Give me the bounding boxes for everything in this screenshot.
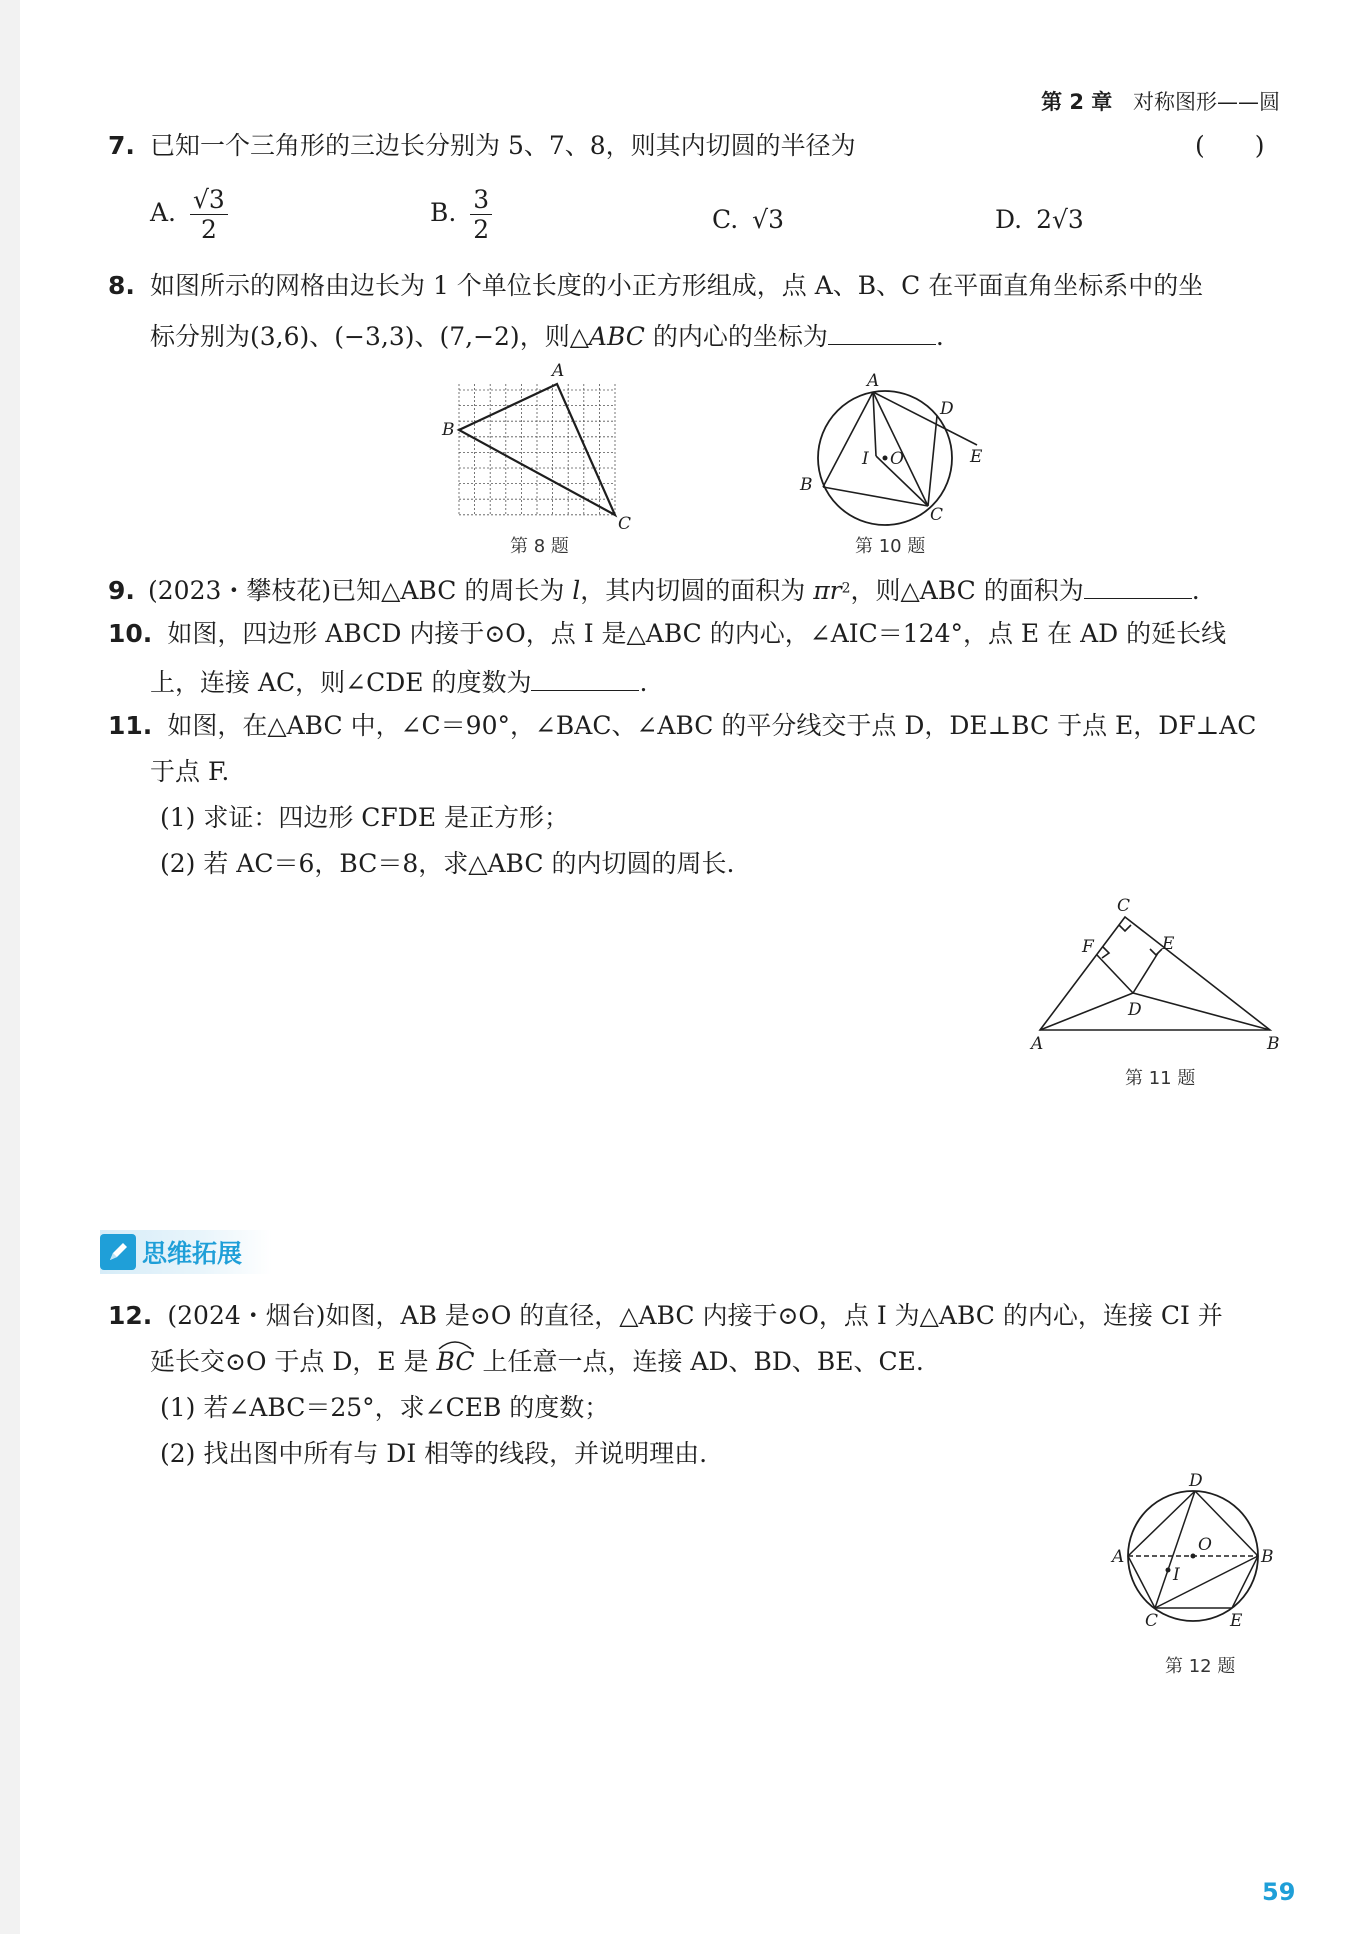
label-o: O (890, 449, 904, 469)
arc-bc (437, 1346, 475, 1378)
segment-ab (823, 392, 873, 487)
exponent: 2 (841, 580, 851, 597)
denominator: 2 (473, 215, 490, 244)
fraction (190, 185, 228, 244)
text-segment: ，其内切圆的面积为 (580, 576, 814, 605)
perpendicular-df (1097, 955, 1133, 993)
option-label: B. (430, 198, 457, 227)
option-a (150, 185, 228, 244)
option-b (430, 185, 492, 244)
option-label: A. (150, 198, 177, 227)
question-text: 已知一个三角形的三边长分别为 5、7、8，则其内切圆的半径为 (150, 131, 856, 160)
option-label: D. (995, 205, 1023, 234)
triangle-name: ABC (588, 322, 645, 351)
option-label: C. (712, 205, 739, 234)
label-a: A (1112, 1547, 1125, 1567)
question-number: 9. (108, 576, 135, 605)
question-11 (108, 710, 1256, 742)
option-c (712, 205, 784, 234)
numerator: √3 (190, 185, 228, 215)
right-angle-c (1119, 925, 1131, 931)
chapter-label: 第 2 章 (1041, 90, 1113, 114)
pencil-icon (100, 1234, 136, 1270)
sub-question-2: (2) 若 AC＝6，BC＝8，求△ABC 的内切圆的周长. (160, 849, 735, 878)
sub-question-1: (1) 若∠ABC＝25°，求∠CEB 的度数； (160, 1393, 610, 1422)
question-9 (108, 572, 1200, 607)
label-c: C (618, 514, 632, 532)
question-number: 12. (108, 1301, 153, 1330)
question-number: 11. (108, 711, 153, 740)
perpendicular-de (1133, 953, 1158, 993)
answer-paren: ( ) (1195, 131, 1265, 160)
label-c: C (1145, 1611, 1159, 1630)
arc-mark (437, 1338, 473, 1350)
fraction (470, 185, 492, 244)
label-d: D (1189, 1471, 1203, 1491)
label-a: A (1031, 1034, 1044, 1054)
question-7 (108, 130, 856, 162)
label-e: E (1230, 1611, 1243, 1630)
figure-12-circle (1105, 1470, 1280, 1630)
label-e: E (1162, 934, 1175, 954)
label-f: F (1082, 937, 1094, 957)
option-value: √3 (752, 205, 784, 234)
label-b: B (1261, 1547, 1274, 1567)
right-angle-f (1102, 947, 1109, 958)
question-number: 10. (108, 619, 153, 648)
text-segment: 的内心的坐标为 (644, 322, 828, 351)
chapter-title: 对称图形——圆 (1133, 90, 1280, 114)
page-number: 59 (1262, 1878, 1296, 1906)
section-header (100, 1230, 272, 1274)
triangle-abc (1040, 917, 1270, 1030)
question-text-line-1: 如图所示的网格由边长为 1 个单位长度的小正方形组成，点 A、B、C 在平面直角坐标系中的坐 (150, 271, 1204, 300)
numerator: 3 (470, 185, 492, 215)
point-o (883, 456, 888, 461)
label-b: B (800, 475, 813, 495)
right-angle-e (1150, 949, 1162, 955)
question-number: 8. (108, 271, 135, 300)
segment-ac (1128, 1556, 1155, 1608)
segment-be (1232, 1556, 1258, 1608)
text-segment: 上，连接 AC，则∠CDE 的度数为 (150, 668, 532, 697)
question-text-line-2 (150, 664, 647, 699)
text-segment: ，则△ABC 的面积为 (850, 576, 1084, 605)
figure-10-caption: 第 10 题 (855, 536, 926, 557)
bisector-bd (1133, 993, 1270, 1030)
area-expr: πr (813, 576, 842, 605)
period: . (639, 668, 648, 697)
text-segment: 上任意一点，连接 AD、BD、BE、CE. (474, 1347, 924, 1376)
text-segment: 标分别为(3,6)、(−3,3)、(7,−2)，则△ (150, 322, 589, 351)
label-d: D (940, 399, 954, 419)
figure-10-circle (790, 372, 995, 532)
question-10 (108, 618, 1226, 650)
question-number: 7. (108, 131, 135, 160)
label-d: D (1128, 1000, 1142, 1020)
question-text-line-2 (150, 1346, 924, 1378)
period: . (935, 322, 944, 351)
answer-blank[interactable] (531, 664, 639, 691)
text-segment: 已知△ABC 的周长为 (331, 576, 573, 605)
label-a: A (867, 372, 880, 391)
sub-question-2: (2) 找出图中所有与 DI 相等的线段，并说明理由. (160, 1439, 708, 1468)
denominator: 2 (200, 215, 217, 244)
question-12 (108, 1300, 1223, 1332)
label-i: I (862, 449, 869, 469)
option-d (995, 205, 1084, 234)
question-text-line-2 (150, 318, 944, 353)
point-o (1191, 1554, 1196, 1559)
question-8 (108, 270, 1203, 302)
question-source: (2023・攀枝花) (148, 576, 332, 605)
arc-label: BC (436, 1347, 475, 1376)
label-c: C (930, 505, 944, 525)
label-o: O (1198, 1535, 1212, 1555)
option-value: 2√3 (1036, 205, 1084, 234)
segment-ae-extension (873, 392, 977, 445)
figure-11-triangle (1025, 895, 1285, 1055)
sub-question-1: (1) 求证：四边形 CFDE 是正方形； (160, 803, 570, 832)
figure-12-caption: 第 12 题 (1165, 1656, 1236, 1677)
label-c: C (1117, 896, 1131, 916)
answer-blank[interactable] (1084, 572, 1192, 599)
segment-ad (1128, 1491, 1195, 1556)
answer-blank[interactable] (828, 318, 936, 345)
figure-8-grid (440, 362, 640, 532)
text-segment: 延长交⊙O 于点 D，E 是 (150, 1347, 437, 1376)
segment-cd (928, 416, 937, 506)
figure-11-caption: 第 11 题 (1125, 1068, 1196, 1089)
question-text-line-1: 如图，四边形 ABCD 内接于⊙O，点 I 是△ABC 的内心，∠AIC＝124°，点 E 在 AD 的延长线 (167, 619, 1227, 648)
label-b: B (442, 420, 455, 440)
period: . (1191, 576, 1200, 605)
label-e: E (970, 447, 983, 467)
question-text-line-1: (2024・烟台)如图，AB 是⊙O 的直径，△ABC 内接于⊙O，点 I 为△ABC 的内心，连接 CI 并 (167, 1301, 1223, 1330)
perimeter-var: l (572, 576, 581, 605)
question-text-line-2: 于点 F. (150, 757, 230, 786)
question-text-line-1: 如图，在△ABC 中，∠C＝90°，∠BAC、∠ABC 的平分线交于点 D，DE⊥BC 于点 E，DF⊥AC (167, 711, 1257, 740)
label-b: B (1267, 1034, 1280, 1054)
segment-ai (873, 392, 876, 456)
figure-8-caption: 第 8 题 (510, 536, 569, 557)
page-edge (0, 0, 20, 1934)
label-a: A (552, 362, 565, 381)
label-i: I (1173, 1565, 1180, 1585)
section-title: 思维拓展 (142, 1239, 243, 1268)
point-i (1166, 1568, 1171, 1573)
chapter-header (1041, 86, 1280, 116)
